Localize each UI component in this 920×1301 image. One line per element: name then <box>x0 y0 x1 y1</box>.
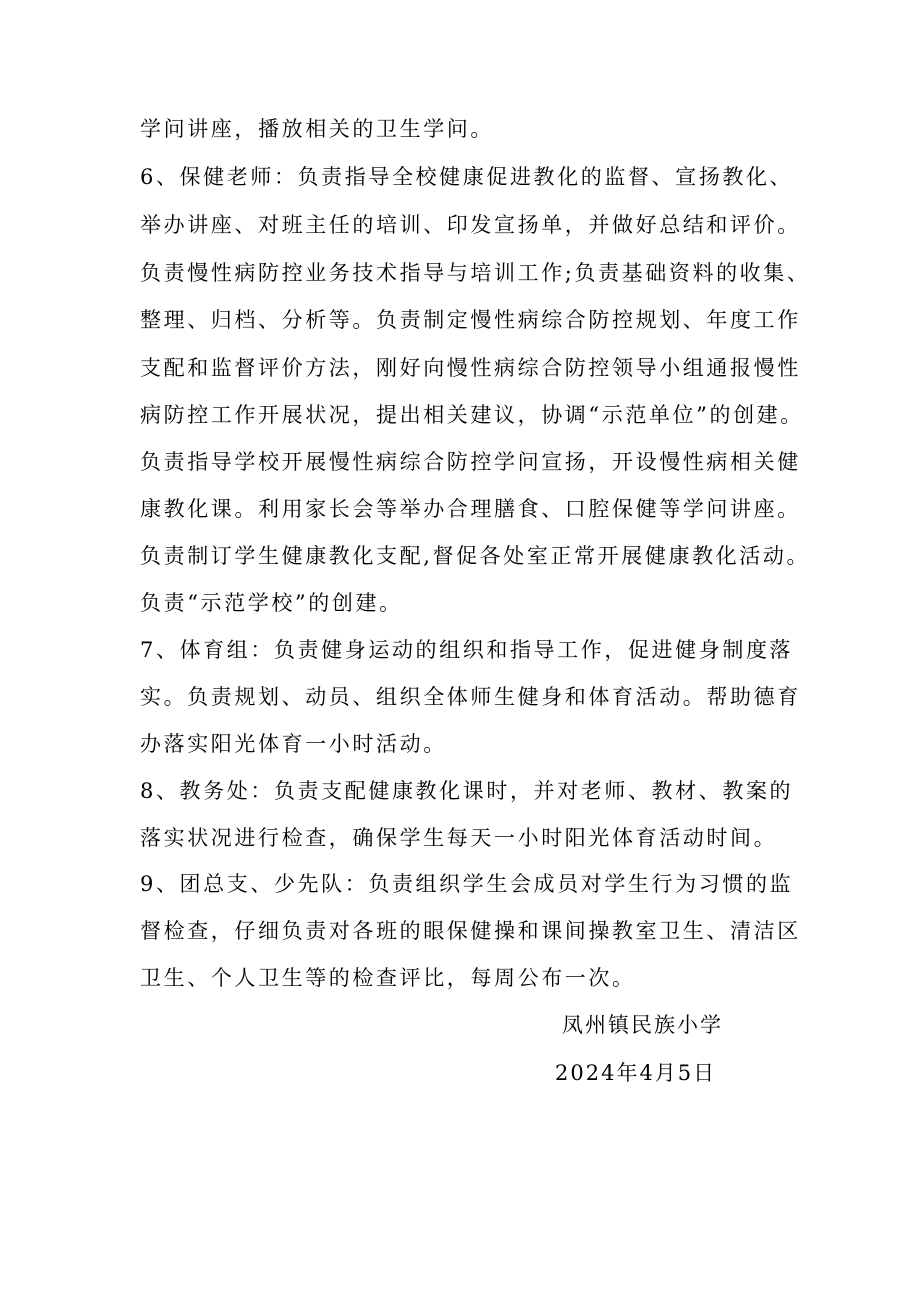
signature-organization: 凤州镇民族小学 <box>562 1013 723 1037</box>
text-line: 学问讲座，播放相关的卫生学问。 <box>140 117 494 141</box>
text-line: 督检查，仔细负责对各班的眼保健操和课间操教室卫生、清洁区 <box>140 919 801 943</box>
text-line: 实。负责规划、动员、组织全体师生健身和体育活动。帮助德育 <box>140 685 801 709</box>
text-line: 8、教务处：负责支配健康教化课时，并对老师、教材、教案的 <box>140 779 794 803</box>
text-line: 负责“示范学校”的创建。 <box>140 591 403 615</box>
text-line: 负责制订学生健康教化支配,督促各处室正常开展健康教化活动。 <box>140 544 811 568</box>
text-line: 办落实阳光体育一小时活动。 <box>140 732 447 756</box>
text-line: 支配和监督评价方法，刚好向慢性病综合防控领导小组通报慢性 <box>140 356 801 380</box>
text-line: 举办讲座、对班主任的培训、印发宣扬单，并做好总结和评价。 <box>140 213 801 237</box>
text-line: 康教化课。利用家长会等举办合理膳食、口腔保健等学问讲座。 <box>140 497 801 521</box>
text-line: 负责指导学校开展慢性病综合防控学问宣扬，开设慢性病相关健 <box>140 450 801 474</box>
signature-date: 2024年4月5日 <box>555 1061 717 1085</box>
text-line: 病防控工作开展状况，提出相关建议，协调“示范单位”的创建。 <box>140 403 804 427</box>
text-line: 落实状况进行检查，确保学生每天一小时阳光体育活动时间。 <box>140 826 778 850</box>
text-line: 负责慢性病防控业务技术指导与培训工作;负责基础资料的收集、 <box>140 261 811 285</box>
text-line: 卫生、个人卫生等的检查评比，每周公布一次。 <box>140 966 636 990</box>
text-line: 6、保健老师：负责指导全校健康促进教化的监督、宣扬教化、 <box>140 165 794 189</box>
text-line: 7、体育组：负责健身运动的组织和指导工作，促进健身制度落 <box>140 638 794 662</box>
text-line: 9、团总支、少先队：负责组织学生会成员对学生行为习惯的监 <box>140 872 794 896</box>
text-line: 整理、归档、分析等。负责制定慢性病综合防控规划、年度工作 <box>140 308 801 332</box>
